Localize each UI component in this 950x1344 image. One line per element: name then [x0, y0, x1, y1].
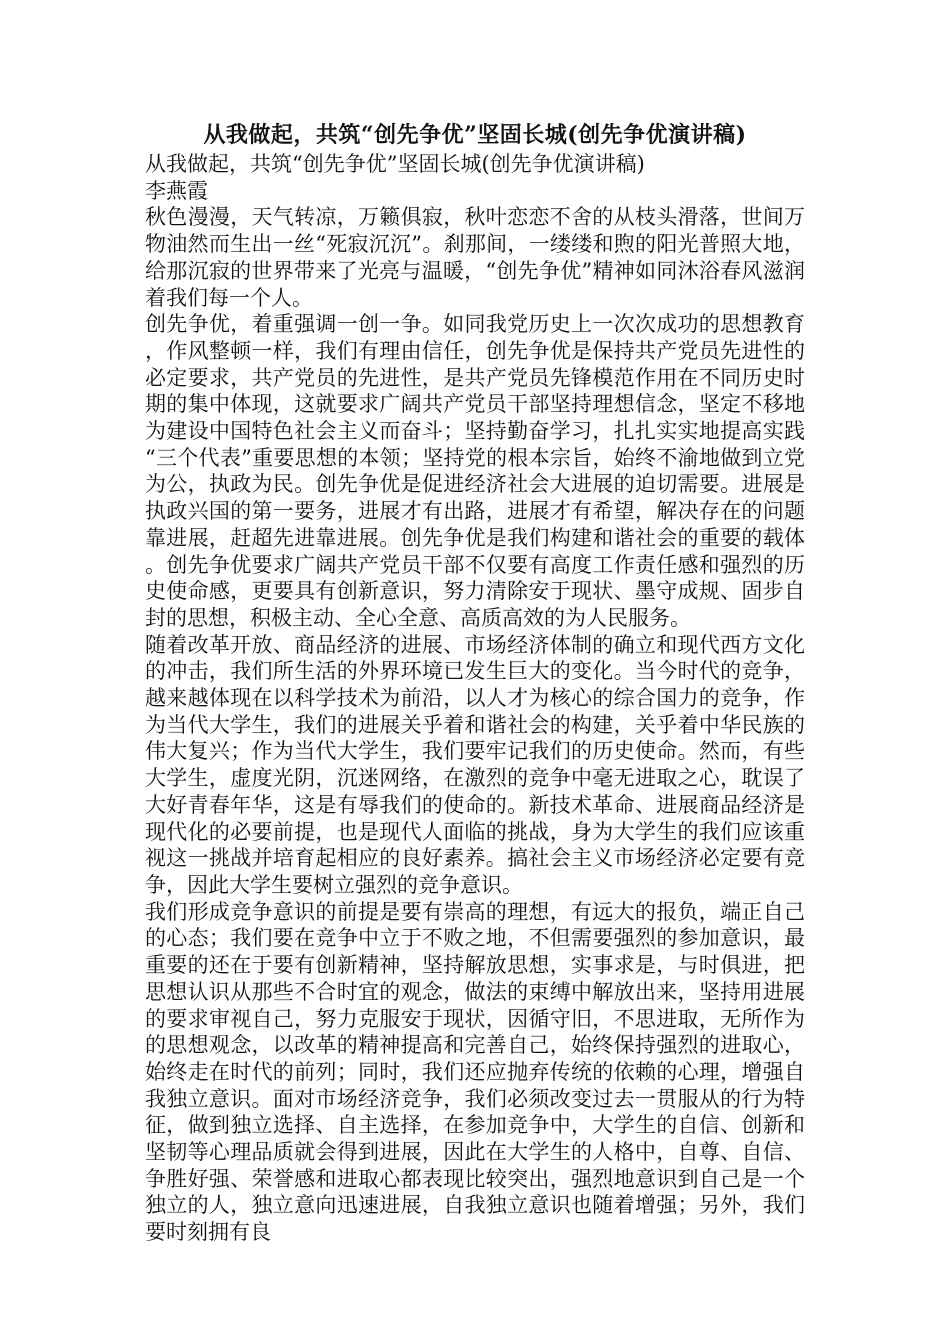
document-subtitle: 从我做起，共筑“创先争优”坚固长城(创先争优演讲稿): [145, 152, 645, 176]
document-page: [145, 120, 805, 1246]
document-author: 李燕霞: [145, 178, 208, 203]
paragraph-2: 创先争优，着重强调一创一争。如同我党历史上一次次成功的思想教育，作风整顿一样，我们有理由信任，创先争优是保持共产党员先进性的必定要求，共产党员的先进性，是共产党员先锋模范作用在不同历史时期的集中体现，这就要求广阔共产党员干部坚持理想信念，坚定不移地为建设中国特色社会主义而奋斗；坚持勤奋学习，扎扎实实地提高实践“三个代表”重要思想的本领；坚持党的根本宗旨，始终不渝地做到立党为公，执政为民。创先争优是促进经济社会大进展的迫切需要。进展是执政兴国的第一要务，进展才有出路，进展才有希望，解决存在的问题靠进展，赶超先进靠进展。创先争优是我们构建和谐社会的重要的载体。创先争优要求广阔共产党员干部不仅要有高度工作责任感和强烈的历史使命感，更要具有创新意识，努力清除安于现状、墨守成规、固步自封的思想，积极主动、全心全意、高质高效的为人民服务。: [145, 312, 805, 630]
document-title: 从我做起，共筑“创先争优”坚固长城(创先争优演讲稿): [203, 122, 747, 148]
paragraph-3: 随着改革开放、商品经济的进展、市场经济体制的确立和现代西方文化的冲击，我们所生活的外界环境已发生巨大的变化。当今时代的竞争，越来越体现在以科学技术为前沿，以人才为核心的综合国力的竞争，作为当代大学生，我们的进展关乎着和谐社会的构建，关乎着中华民族的伟大复兴；作为当代大学生，我们要牢记我们的历史使命。然而，有些大学生，虚度光阴，沉迷网络，在激烈的竞争中毫无进取之心，耽误了大好青春年华，这是有辱我们的使命的。新技术革命、进展商品经济是现代化的必要前提，也是现代人面临的挑战，身为大学生的我们应该重视这一挑战并培育起相应的良好素养。搞社会主义市场经济必定要有竞争，因此大学生要树立强烈的竞争意识。: [145, 632, 805, 897]
paragraph-1: 秋色漫漫，天气转凉，万籁俱寂，秋叶恋恋不舍的从枝头滑落，世间万物油然而生出一丝“死寂沉沉”。刹那间，一缕缕和煦的阳光普照大地，给那沉寂的世界带来了光亮与温暖，“创先争优”精神如同沐浴春风滋润着我们每一个人。: [145, 205, 805, 310]
paragraph-4: 我们形成竞争意识的前提是要有崇高的理想，有远大的报负，端正自己的心态；我们要在竞争中立于不败之地，不但需要强烈的参加意识，最重要的还在于要有创新精神，坚持解放思想，实事求是，与时俱进，把思想认识从那些不合时宜的观念，做法的束缚中解放出来，坚持用进展的要求审视自己，努力克服安于现状，因循守旧，不思进取，无所作为的思想观念，以改革的精神提高和完善自己，始终保持强烈的进取心，始终走在时代的前列；同时，我们还应抛弃传统的依赖的心理，增强自我独立意识。面对市场经济竞争，我们必须改变过去一贯服从的行为特征，做到独立选择、自主选择，在参加竞争中，大学生的自信、创新和坚韧等心理品质就会得到进展，因此在大学生的人格中，自尊、自信、争胜好强、荣誉感和进取心都表现比较突出，强烈地意识到自己是一个独立的人，独立意向迅速进展，自我独立意识也随着增强；另外，我们要时刻拥有良: [145, 899, 805, 1245]
